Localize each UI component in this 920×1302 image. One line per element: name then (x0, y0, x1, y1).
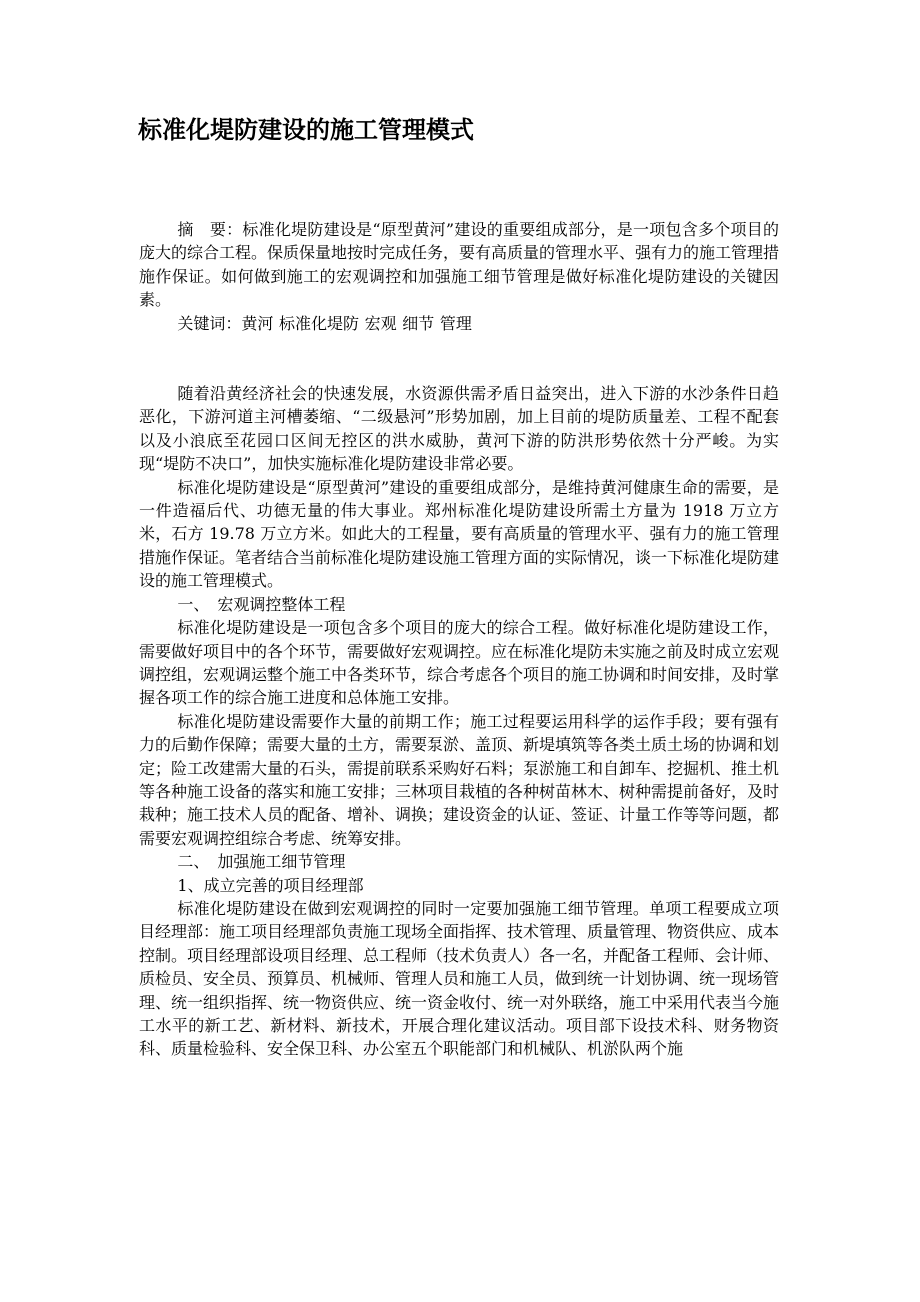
keyword: 宏观 (364, 313, 397, 333)
body-paragraph: 随着沿黄经济社会的快速发展，水资源供需矛盾日益突出，进入下游的水沙条件日趋恶化，下游河道主河槽萎缩、“二级悬河”形势加剧，加上目前的堤防质量差、工程不配套以及小浪底至花园口区间无控区的洪水威胁，黄河下游的防洪形势依然十分严峻。为实现“堤防不决口”，加快实施标准化堤防建设非常必要。 (139, 384, 779, 474)
subsection-heading: 1、成立完善的项目经理部 (177, 875, 364, 895)
document-title: 标准化堤防建设的施工管理模式 (138, 115, 474, 144)
body-paragraph: 标准化堤防建设是一项包含多个项目的庞大的综合工程。做好标准化堤防建设工作，需要做好项目中的各个环节，需要做好宏观调控。应在标准化堤防未实施之前及时成立宏观调控组，宏观调运整个施工中各类环节，综合考虑各个项目的施工协调和时间安排，及时掌握各项工作的综合施工进度和总体施工安排。 (139, 618, 780, 708)
keywords-line (139, 312, 779, 335)
keyword: 管理 (439, 313, 472, 333)
section-heading: 二、 加强施工细节管理 (177, 852, 346, 872)
keyword: 黄河 (241, 313, 274, 333)
abstract-paragraph: 摘 要：标准化堤防建设是“原型黄河”建设的重要组成部分，是一项包含多个项目的庞大的综合工程。保质保量地按时完成任务，要有高质量的管理水平、强有力的施工管理措施作保证。如何做到施工的宏观调控和加强施工细节管理是做好标准化堤防建设的关键因素。 (139, 220, 780, 310)
keyword: 细节 (402, 313, 435, 333)
body-paragraph: 标准化堤防建设在做到宏观调控的同时一定要加强施工细节管理。单项工程要成立项目经理部：施工项目经理部负责施工现场全面指挥、技术管理、质量管理、物资供应、成本控制。项目经理部设项目经理、总工程师（技术负责人）各一名，并配备工程师、会计师、质检员、安全员、预算员、机械师、管理人员和施工人员，做到统一计划协调、统一现场管理、统一组织指挥、统一物资供应、统一资金收付、统一对外联络，施工中采用代表当今施工水平的新工艺、新材料、新技术，开展合理化建议活动。项目部下设技术科、财务物资科、质量检验科、安全保卫科、办公室五个职能部门和机械队、机淤队两个施 (139, 898, 780, 1059)
section-gap (139, 335, 779, 382)
body-paragraph: 标准化堤防建设是“原型黄河”建设的重要组成部分，是维持黄河健康生命的需要，是一件造福后代、功德无量的伟大事业。郑州标准化堤防建设所需土方量为 1918 万立方米，石方 19.78 万立方米。如此大的工程量，要有高质量的管理水平、强有力的施工管理措施作保证。笔者结合当前标准化堤防建设施工管理方面的实际情况，谈一下标准化堤防建设的施工管理模式。 (139, 477, 780, 591)
section-heading: 一、 宏观调控整体工程 (177, 594, 346, 614)
document-body (139, 218, 779, 1061)
keyword: 标准化堤防 (279, 313, 360, 333)
keywords-list (241, 314, 477, 333)
keywords-label: 关键词： (177, 313, 242, 333)
body-paragraph: 标准化堤防建设需要作大量的前期工作；施工过程要运用科学的运作手段；要有强有力的后勤作保障；需要大量的土方，需要泵淤、盖顶、新堤填筑等各类土质土场的协调和划定；险工改建需大量的石头，需提前联系采购好石料；泵淤施工和自卸车、挖掘机、推土机等各种施工设备的落实和施工安排；三林项目栽植的各种树苗林木、树种需提前备好，及时栽种；施工技术人员的配备、增补、调换；建设资金的认证、签证、计量工作等等问题，都需要宏观调控组综合考虑、统筹安排。 (139, 711, 780, 848)
